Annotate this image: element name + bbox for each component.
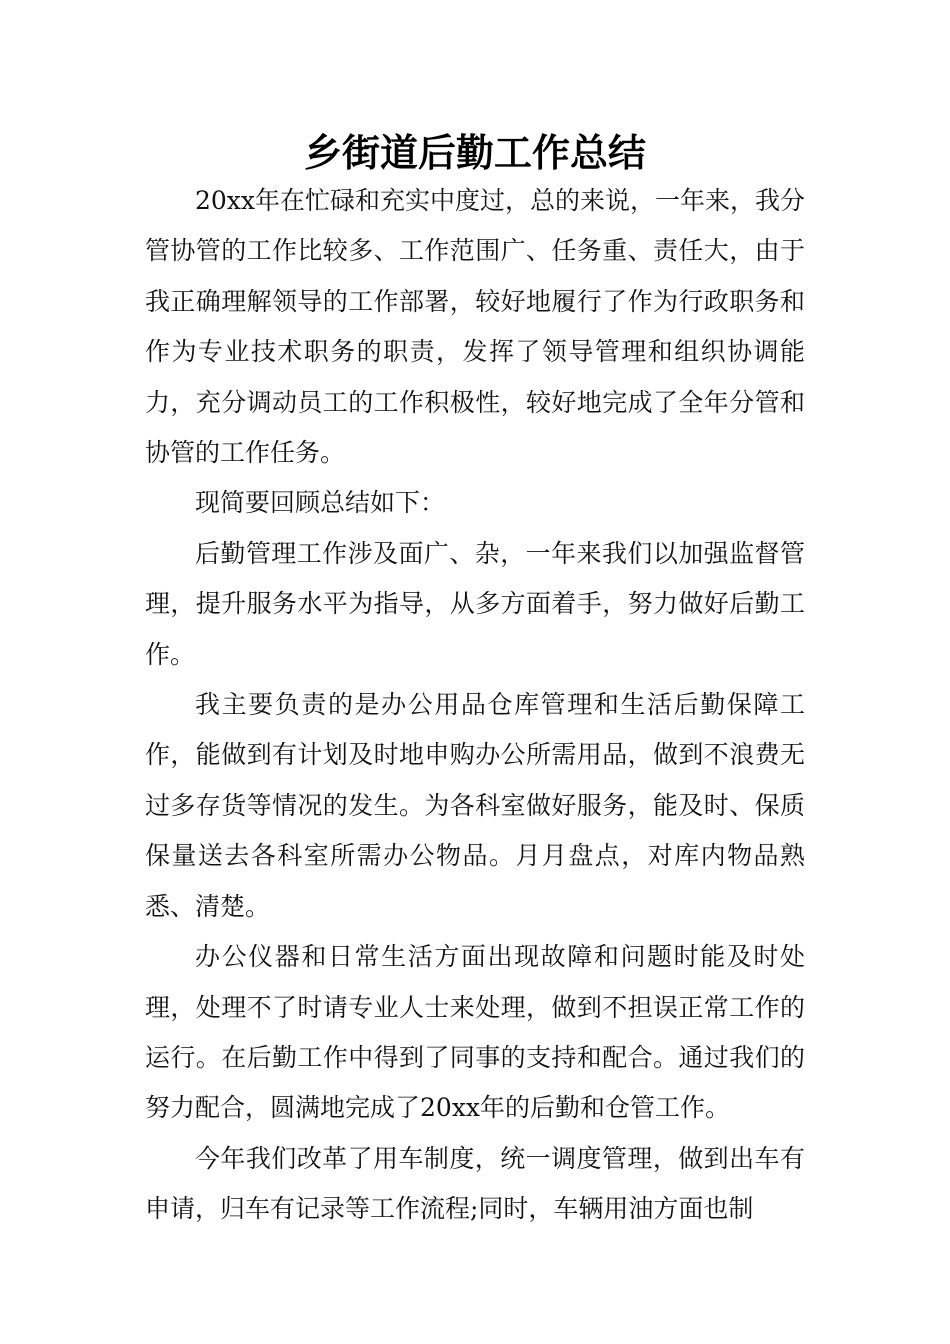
paragraph: 今年我们改革了用车制度，统一调度管理，做到出车有申请，归车有记录等工作流程;同时，车辆用油方面也制 (145, 1143, 805, 1224)
paragraph: 现简要回顾总结如下： (195, 488, 446, 518)
document-body (145, 176, 805, 1235)
paragraph: 20xx年在忙碌和充实中度过，总的来说，一年来，我分管协管的工作比较多、工作范围广、任务重、责任大，由于我正确理解领导的工作部署，较好地履行了作为行政职务和作为专业技术职务的职责，发挥了领导管理和组织协调能力，充分调动员工的工作积极性，较好地完成了全年分管和协管的工作任务。 (145, 186, 806, 468)
document-title: 乡街道后勤工作总结 (303, 131, 646, 175)
paragraph: 我主要负责的是办公用品仓库管理和生活后勤保障工作，能做到有计划及时地申购办公所需用品，做到不浪费无过多存货等情况的发生。为各科室做好服务，能及时、保质保量送去各科室所需办公物品。月月盘点，对库内物品熟悉、清楚。 (145, 690, 805, 921)
paragraph: 后勤管理工作涉及面广、杂，一年来我们以加强监督管理，提升服务水平为指导，从多方面着手，努力做好后勤工作。 (145, 538, 805, 669)
paragraph: 办公仪器和日常生活方面出现故障和问题时能及时处理，处理不了时请专业人士来处理，做到不担误正常工作的运行。在后勤工作中得到了同事的支持和配合。通过我们的努力配合，圆满地完成了20xx年的后勤和仓管工作。 (145, 942, 805, 1123)
